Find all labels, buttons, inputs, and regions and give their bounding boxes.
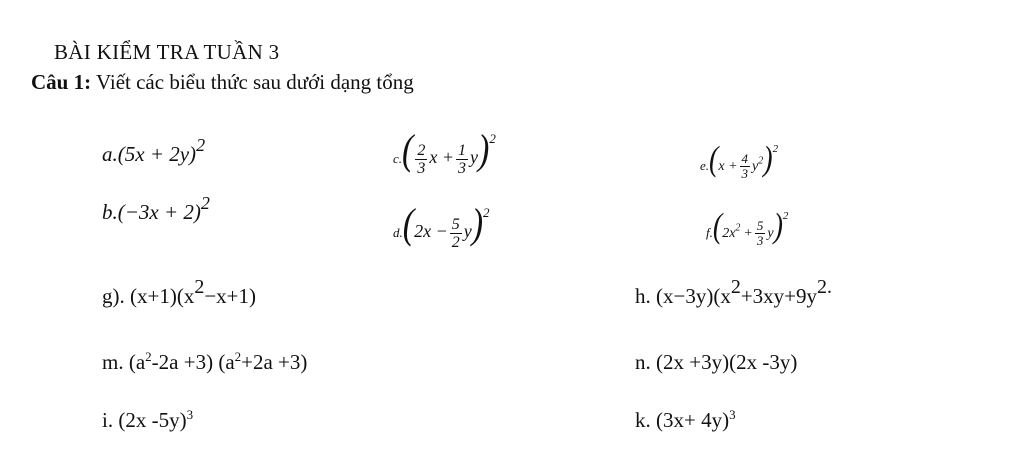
item-d-open-paren: ( <box>402 201 415 248</box>
page-title: BÀI KIỂM TRA TUẦN 3 <box>54 40 280 64</box>
item-c-den1: 3 <box>417 159 426 177</box>
item-i-body: (2x -5y) <box>118 408 187 432</box>
question-label: Câu 1: <box>31 70 92 94</box>
item-c-tail: y <box>470 147 478 167</box>
item-e-num: 4 <box>741 150 749 166</box>
item-c <box>393 127 496 177</box>
item-m-p1: (a <box>128 350 146 374</box>
item-f-fraction <box>755 219 766 248</box>
item-d-num: 5 <box>451 215 460 233</box>
item-d <box>393 201 490 251</box>
item-a-label: a. <box>102 142 118 166</box>
item-e-fraction <box>740 152 751 181</box>
item-f-open-paren: ( <box>712 207 723 246</box>
item-f-label: f. <box>706 225 713 240</box>
item-h-label: h. <box>635 284 651 308</box>
item-g-exp1: 2 <box>194 276 205 298</box>
item-b-label: b. <box>102 200 118 224</box>
item-a-exp: 2 <box>196 135 206 155</box>
item-g-body2: −x+1) <box>204 284 257 308</box>
item-g-body1: (x+1)(x <box>130 284 195 308</box>
item-f <box>706 207 789 248</box>
item-f-close-paren: ) <box>773 207 783 246</box>
item-f-tail: y <box>767 226 774 241</box>
item-n <box>635 350 797 375</box>
item-e-exp: 2 <box>772 143 779 155</box>
item-c-fraction-2 <box>456 142 468 177</box>
item-k <box>635 408 736 433</box>
question-text: Viết các biểu thức sau dưới dạng tổng <box>95 70 414 94</box>
item-g-label: g). <box>102 284 125 308</box>
item-e-label: e. <box>700 158 710 173</box>
item-c-open-paren: ( <box>402 127 414 174</box>
item-m-e1: 2 <box>145 349 152 364</box>
item-k-exp: 3 <box>729 407 736 422</box>
item-i <box>102 408 193 433</box>
item-d-label: d. <box>393 225 403 240</box>
item-d-close-paren: ) <box>471 201 484 248</box>
item-k-label: k. <box>635 408 651 432</box>
item-b-exp: 2 <box>200 193 210 213</box>
item-f-head-exp: 2 <box>735 222 741 234</box>
item-g <box>102 276 257 309</box>
item-m-label: m. <box>102 350 124 374</box>
item-h-exp1: 2 <box>730 276 741 298</box>
item-e-open-paren: ( <box>709 140 719 179</box>
item-f-den: 3 <box>756 232 764 248</box>
item-m-p2: -2a +3) (a <box>151 350 235 374</box>
item-e-close-paren: ) <box>763 140 773 179</box>
item-c-exp: 2 <box>489 131 496 146</box>
item-c-num2: 1 <box>458 141 466 159</box>
item-m-p3: +2a +3) <box>241 350 308 374</box>
item-e <box>700 140 779 181</box>
item-i-label: i. <box>102 408 114 432</box>
item-c-close-paren: ) <box>478 127 490 174</box>
item-c-den2: 3 <box>458 159 466 177</box>
item-m <box>102 350 307 375</box>
item-h-exp2: 2. <box>817 276 833 298</box>
item-d-fraction <box>450 216 462 251</box>
item-h-body2: +3xy+9y <box>740 284 818 308</box>
item-n-body: (2x +3y)(2x -3y) <box>656 350 798 374</box>
item-i-exp: 3 <box>186 407 194 422</box>
item-c-mid: x + <box>429 147 454 167</box>
item-b-body: (−3x + 2) <box>117 200 201 224</box>
item-c-fraction-1 <box>415 142 427 177</box>
item-e-head: x + <box>718 159 738 174</box>
item-c-num1: 2 <box>417 141 426 159</box>
item-d-head: 2x − <box>414 221 448 241</box>
item-h-body1: (x−3y)(x <box>656 284 731 308</box>
item-e-den: 3 <box>741 165 749 181</box>
item-d-tail: y <box>463 221 472 241</box>
item-a-body: (5x + 2y) <box>117 142 197 166</box>
item-d-exp: 2 <box>483 205 490 220</box>
item-e-tail: y <box>752 159 759 174</box>
item-d-den: 2 <box>451 233 460 251</box>
item-f-head: 2x <box>722 226 736 241</box>
item-c-label: c. <box>393 151 403 166</box>
item-k-body: (3x+ 4y) <box>656 408 730 432</box>
item-n-label: n. <box>635 350 651 374</box>
item-h <box>635 276 833 309</box>
item-e-tail-exp: 2 <box>758 155 764 167</box>
item-b <box>102 193 210 225</box>
item-m-e2: 2 <box>234 349 242 364</box>
question-line <box>31 70 414 95</box>
item-f-num: 5 <box>756 217 764 233</box>
item-f-plus: + <box>743 226 753 241</box>
item-f-exp: 2 <box>782 210 789 222</box>
item-a <box>102 135 206 167</box>
